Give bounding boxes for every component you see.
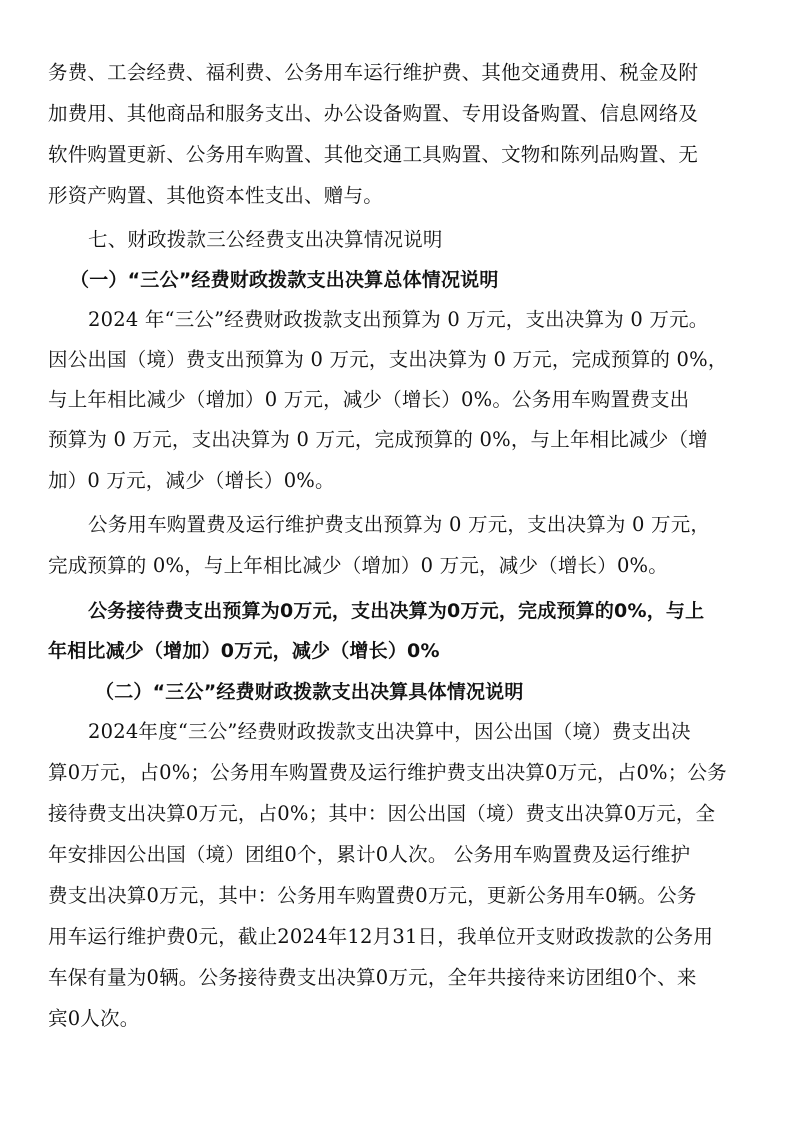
detail-paragraph-line-3: 接待费支出决算0万元，占0%；其中：因公出国（境）费支出决算0万元，全 — [48, 802, 716, 825]
overall-paragraph-line-5: 加）0 万元，减少（增长）0%。 — [48, 469, 335, 492]
detail-paragraph-line-2: 算0万元，占0%；公务用车购置费及运行维护费支出决算0万元，占0%；公务 — [48, 761, 727, 784]
detail-paragraph-line-5: 费支出决算0万元，其中：公务用车购置费0万元，更新公务用车0辆。公务 — [48, 884, 697, 907]
expense-list-line-3: 软件购置更新、公务用车购置、其他交通工具购置、文物和陈列品购置、无 — [48, 143, 699, 166]
subsection-heading-2: （二）“三公”经费财政拨款支出决算具体情况说明 — [95, 681, 524, 703]
detail-paragraph-line-8: 宾0人次。 — [48, 1007, 140, 1030]
detail-paragraph-line-1: 2024年度“三公”经费财政拨款支出决算中，因公出国（境）费支出决 — [88, 720, 691, 743]
detail-paragraph-line-7: 车保有量为0辆。公务接待费支出决算0万元，全年共接待来访团组0个、来 — [48, 966, 697, 989]
reception-paragraph-line-1: 公务接待费支出预算为0万元，支出决算为0万元，完成预算的0%，与上 — [88, 600, 705, 622]
overall-paragraph-line-4: 预算为 0 万元，支出决算为 0 万元，完成预算的 0%，与上年相比减少（增 — [48, 428, 708, 451]
vehicle-paragraph-line-1: 公务用车购置费及运行维护费支出预算为 0 万元，支出决算为 0 万元， — [88, 513, 711, 536]
overall-paragraph-line-1: 2024 年“三公”经费财政拨款支出预算为 0 万元，支出决算为 0 万元。 — [88, 308, 709, 331]
expense-list-line-1: 务费、工会经费、福利费、公务用车运行维护费、其他交通费用、税金及附 — [48, 61, 699, 84]
expense-list-line-2: 加费用、其他商品和服务支出、办公设备购置、专用设备购置、信息网络及 — [48, 102, 699, 125]
expense-list-line-4: 形资产购置、其他资本性支出、赠与。 — [48, 184, 383, 207]
vehicle-paragraph-line-2: 完成预算的 0%，与上年相比减少（增加）0 万元，减少（增长）0%。 — [48, 554, 668, 577]
detail-paragraph-line-4: 年安排因公出国（境）团组0个，累计0人次。 公务用车购置费及运行维护 — [48, 843, 691, 866]
overall-paragraph-line-2: 因公出国（境）费支出预算为 0 万元，支出决算为 0 万元，完成预算的 0%， — [48, 348, 728, 371]
overall-paragraph-line-3: 与上年相比减少（增加）0 万元，减少（增长）0%。公务用车购置费支出 — [48, 388, 690, 411]
detail-paragraph-line-6: 用车运行维护费0元，截止2024年12月31日，我单位开支财政拨款的公务用 — [48, 925, 714, 948]
subsection-heading-1: （一）“三公”经费财政拨款支出决算总体情况说明 — [70, 269, 499, 291]
reception-paragraph-line-2: 年相比减少（增加）0万元，减少（增长）0% — [48, 640, 440, 662]
section-heading-7: 七、财政拨款三公经费支出决算情况说明 — [88, 228, 443, 251]
